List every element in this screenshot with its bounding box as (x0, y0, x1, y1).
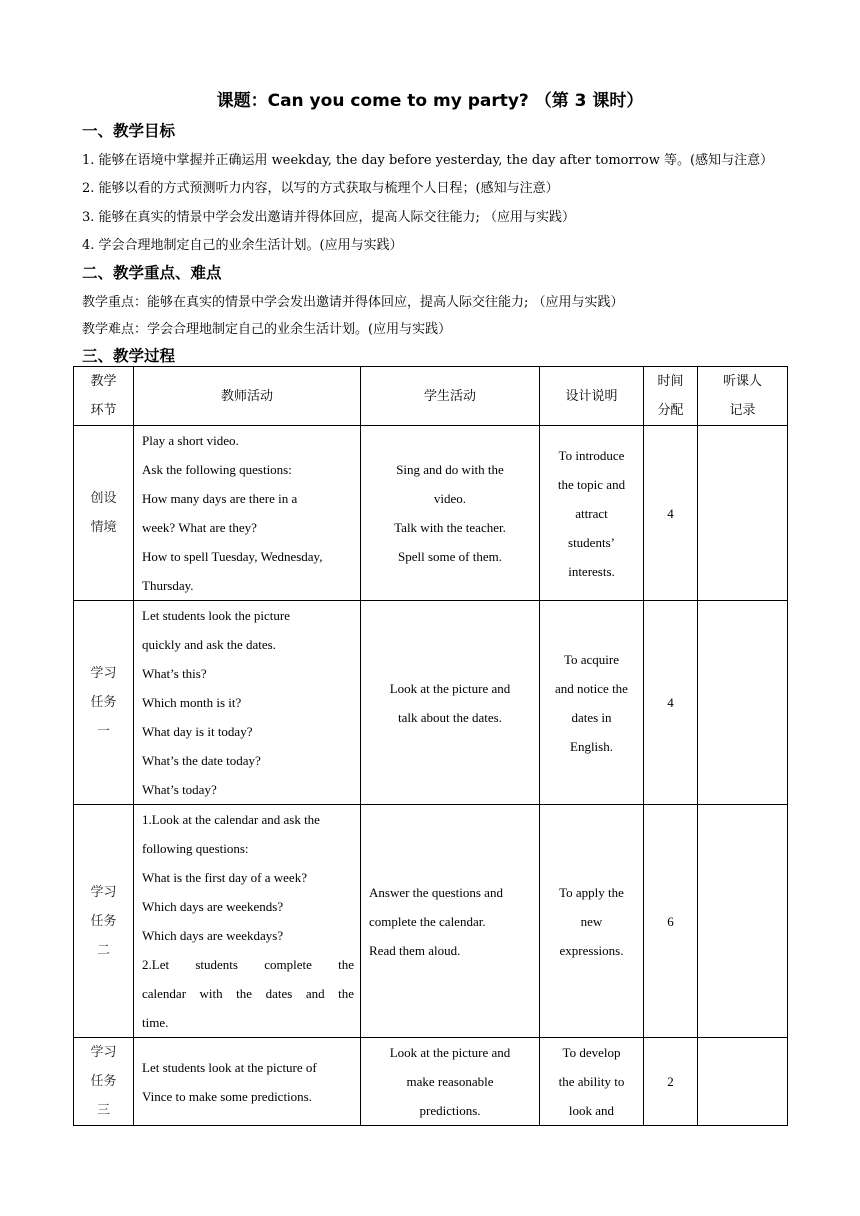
student-activity-cell: Look at the picture and talk about the dates. (361, 601, 540, 805)
design-notes-cell: To introduce the topic and attract students’ interests. (540, 426, 644, 601)
header-student-activity: 学生活动 (361, 367, 540, 426)
table-row (74, 1038, 788, 1126)
time-cell: 2 (644, 1038, 698, 1126)
student-activity-cell: Look at the picture and make reasonable predictions. (361, 1038, 540, 1126)
stage-cell: 学习 任务 一 (74, 601, 134, 805)
table-row (74, 426, 788, 601)
table-row (74, 601, 788, 805)
objective-2: 2. 能够以看的方式预测听力内容，以写的方式获取与梳理个人日程；(感知与注意） (82, 181, 559, 196)
objectives-heading: 一、教学目标 (82, 122, 176, 140)
observer-notes-cell (698, 426, 788, 601)
observer-notes-cell (698, 805, 788, 1038)
objective-1: 1. 能够在语境中掌握并正确运用 weekday, the day before yesterday, the day after tomorrow 等。(感知与注意） (82, 153, 774, 168)
time-cell: 6 (644, 805, 698, 1038)
time-cell: 4 (644, 601, 698, 805)
stage-cell: 学习 任务 二 (74, 805, 134, 1038)
process-heading: 三、教学过程 (82, 347, 176, 365)
table-header-row (74, 367, 788, 426)
key-point: 教学重点：能够在真实的情景中学会发出邀请并得体回应，提高人际交往能力; （应用与实践） (82, 295, 624, 310)
teacher-activity-cell: Play a short video. Ask the following questions: How many days are there in a week? What are they? How to spell Tuesday, Wednesday, Thursday. (134, 426, 361, 601)
design-notes-cell: To develop the ability to look and (540, 1038, 644, 1126)
key-points-heading: 二、教学重点、难点 (82, 264, 222, 282)
observer-notes-cell (698, 601, 788, 805)
stage-cell: 学习 任务 三 (74, 1038, 134, 1126)
objective-3: 3. 能够在真实的情景中学会发出邀请并得体回应，提高人际交往能力; （应用与实践） (82, 210, 576, 225)
student-activity-cell: Sing and do with the video. Talk with the teacher. Spell some of them. (361, 426, 540, 601)
teacher-activity-cell: Let students look at the picture of Vince to make some predictions. (134, 1038, 361, 1126)
student-activity-cell: Answer the questions and complete the calendar. Read them aloud. (361, 805, 540, 1038)
lesson-title: 课题：Can you come to my party? （第 3 课时） (216, 91, 644, 111)
design-notes-cell: To apply the new expressions. (540, 805, 644, 1038)
teacher-activity-cell: Let students look the picture quickly and ask the dates. What’s this? Which month is it? What day is it today? What’s the date today? What’s today? (134, 601, 361, 805)
header-design-notes: 设计说明 (540, 367, 644, 426)
header-observer-notes: 听课人 记录 (698, 367, 788, 426)
observer-notes-cell (698, 1038, 788, 1126)
difficult-point: 教学难点：学会合理地制定自己的业余生活计划。(应用与实践） (82, 322, 452, 337)
header-teacher-activity: 教师活动 (134, 367, 361, 426)
header-time: 时间 分配 (644, 367, 698, 426)
teacher-activity-cell: 1.Look at the calendar and ask the following questions: What is the first day of a week? Which days are weekends? Which days are weekdays? 2.Let students complete the calendar with the dates and the time. (134, 805, 361, 1038)
stage-cell: 创设 情境 (74, 426, 134, 601)
design-notes-cell: To acquire and notice the dates in English. (540, 601, 644, 805)
objective-4: 4. 学会合理地制定自己的业余生活计划。(应用与实践） (82, 238, 403, 253)
time-cell: 4 (644, 426, 698, 601)
teaching-process-table (73, 366, 788, 1126)
table-row (74, 805, 788, 1038)
header-stage: 教学 环节 (74, 367, 134, 426)
